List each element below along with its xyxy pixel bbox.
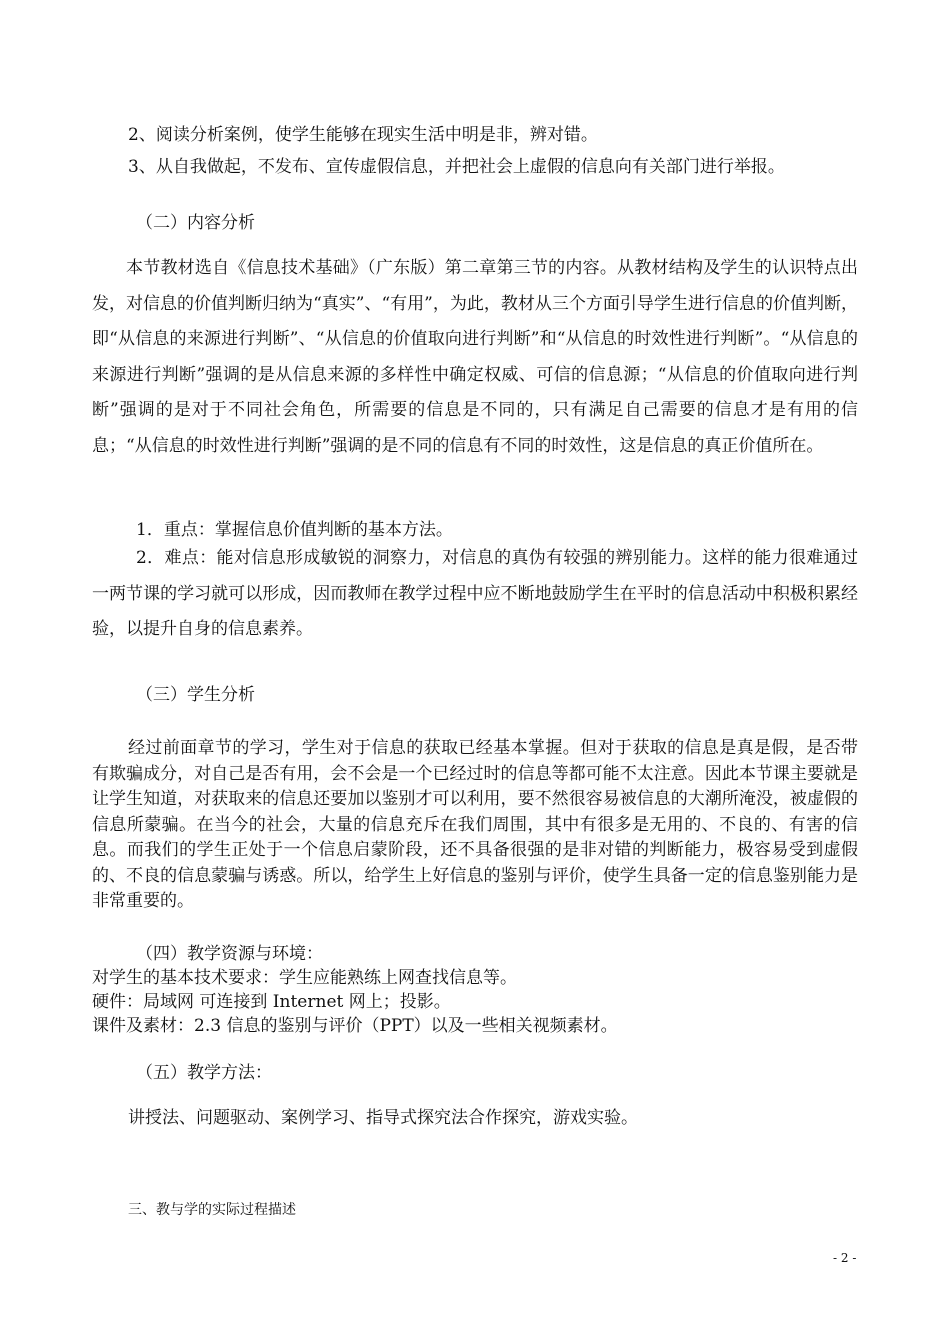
content-analysis-heading: （二）内容分析: [136, 213, 255, 233]
resources-heading: （四）教学资源与环境：: [136, 944, 323, 964]
key-point: 1．重点：掌握信息价值判断的基本方法。: [136, 520, 453, 540]
resources-hardware: 硬件：局域网 可连接到 Internet 网上；投影。: [92, 992, 451, 1012]
section-3-heading: 三、教与学的实际过程描述: [128, 1202, 296, 1218]
objective-item-2: 2、阅读分析案例，使学生能够在现实生活中明是非，辨对错。: [128, 125, 598, 145]
methods-text: 讲授法、问题驱动、案例学习、指导式探究法合作探究，游戏实验。: [128, 1108, 638, 1128]
objective-item-3: 3、从自我做起，不发布、宣传虚假信息，并把社会上虚假的信息向有关部门进行举报。: [128, 157, 785, 177]
student-analysis-paragraph: 经过前面章节的学习，学生对于信息的获取已经基本掌握。但对于获取的信息是真是假，是否带有欺骗成分，对自己是否有用，会不会是一个已经过时的信息等都可能不太注意。因此本节课主要就是让学生知道，对获取来的信息还要加以鉴别才可以利用，要不然很容易被信息的大潮所淹没，被虚假的信息所蒙骗。在当今的社会，大量的信息充斥在我们周围，其中有很多是无用的、不良的、有害的信息。而我们的学生正处于一个信息启蒙阶段，还不具备很强的是非对错的判断能力，极容易受到虚假的、不良的信息蒙骗与诱惑。所以，给学生上好信息的鉴别与评价，使学生具备一定的信息鉴别能力是非常重要的。: [92, 738, 858, 911]
resources-courseware: 课件及素材：2.3 信息的鉴别与评价（PPT）以及一些相关视频素材。: [92, 1016, 618, 1036]
page-number: - 2 -: [833, 1251, 857, 1265]
student-analysis-heading: （三）学生分析: [136, 685, 255, 705]
methods-heading: （五）教学方法：: [136, 1063, 272, 1083]
resources-requirement: 对学生的基本技术要求：学生应能熟练上网查找信息等。: [92, 968, 517, 988]
difficulty-paragraph: 2．难点：能对信息形成敏锐的洞察力，对信息的真伪有较强的辨别能力。这样的能力很难通过一两节课的学习就可以形成，因而教师在教学过程中应不断地鼓励学生在平时的信息活动中积极积累经验，以提升自身的信息素养。: [92, 548, 858, 639]
content-analysis-paragraph: 本节教材选自《信息技术基础》（广东版）第二章第三节的内容。从教材结构及学生的认识特点出发，对信息的价值判断归纳为“真实”、“有用”，为此，教材从三个方面引导学生进行信息的价值判断，即“从信息的来源进行判断”、“从信息的价值取向进行判断”和“从信息的时效性进行判断”。“从信息的来源进行判断”强调的是从信息来源的多样性中确定权威、可信的信息源；“从信息的价值取向进行判断”强调的是对于不同社会角色，所需要的信息是不同的，只有满足自己需要的信息才是有用的信息；“从信息的时效性进行判断”强调的是不同的信息有不同的时效性，这是信息的真正价值所在。: [92, 258, 858, 456]
